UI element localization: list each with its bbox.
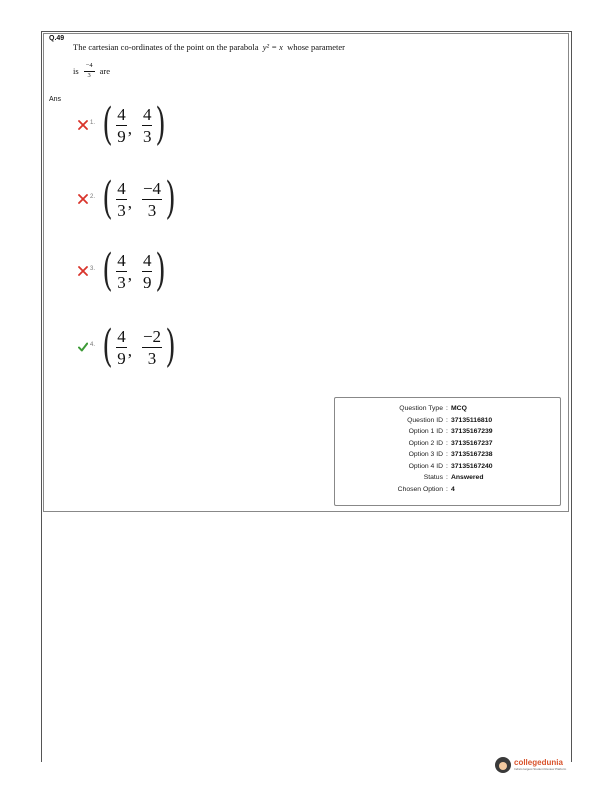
meta-value: Answered	[451, 474, 484, 481]
numerator: −4	[142, 178, 162, 198]
meta-value: 4	[451, 485, 455, 493]
parameter-fraction	[84, 63, 95, 79]
numerator: 4	[142, 250, 152, 270]
fraction-y	[142, 328, 162, 367]
left-paren: (	[102, 321, 113, 372]
meta-label: Question Type	[399, 405, 443, 412]
parameter-numerator: −4	[84, 63, 95, 72]
comma: ,	[127, 341, 132, 360]
cross-icon	[78, 120, 88, 130]
right-paren: )	[155, 245, 167, 296]
meta-value: 37135167237	[451, 439, 493, 447]
logo-brand: collegedunia	[514, 758, 563, 767]
meta-row-chosen-option	[341, 486, 455, 493]
checkmark-icon	[78, 342, 88, 352]
meta-separator: :	[446, 474, 448, 481]
meta-value: MCQ	[451, 405, 467, 412]
denominator: 3	[117, 200, 126, 220]
meta-separator: :	[446, 405, 448, 412]
question-equation: y² = x	[262, 42, 283, 52]
meta-separator: :	[446, 485, 448, 493]
meta-label: Chosen Option	[397, 485, 443, 493]
answer-label: Ans	[49, 96, 62, 103]
meta-label: Option 4 ID	[408, 462, 443, 470]
numerator: 4	[117, 326, 126, 346]
meta-row-option-4-id	[341, 463, 493, 470]
meta-separator: :	[446, 416, 448, 424]
meta-separator: :	[446, 451, 448, 458]
numerator: 4	[142, 104, 152, 124]
option-2[interactable]	[78, 173, 179, 224]
comma: ,	[127, 119, 132, 138]
fraction-x	[116, 180, 127, 219]
option-index: 2.	[90, 194, 96, 200]
numerator: −2	[142, 326, 162, 346]
numerator: 4	[117, 178, 126, 198]
meta-separator: :	[446, 428, 448, 435]
denominator: 3	[147, 348, 157, 368]
logo-tagline: India's largest Student Review Platform	[514, 767, 567, 771]
right-paren: )	[155, 99, 167, 150]
question-metadata-box	[334, 397, 561, 506]
logo-mascot-icon	[495, 757, 511, 773]
fraction-y	[142, 252, 153, 291]
meta-row-question-type	[341, 405, 467, 412]
meta-row-option-1-id	[341, 428, 493, 435]
numerator: 4	[117, 104, 126, 124]
meta-label: Status	[423, 474, 443, 481]
option-index: 3.	[90, 266, 96, 272]
denominator: 9	[117, 348, 126, 368]
meta-value: 37135167238	[451, 451, 493, 458]
question-line-2	[73, 63, 110, 79]
is-text: is	[73, 66, 79, 76]
meta-row-option-3-id	[341, 451, 493, 458]
left-paren: (	[102, 99, 113, 150]
right-paren: )	[165, 173, 176, 224]
comma: ,	[127, 193, 132, 212]
meta-value: 37135116810	[451, 416, 493, 424]
logo-text	[514, 759, 566, 771]
question-number: Q.49	[49, 35, 65, 42]
meta-separator: :	[446, 439, 448, 447]
fraction-x	[116, 328, 127, 367]
meta-label: Option 3 ID	[408, 451, 443, 458]
meta-row-question-id	[341, 417, 492, 424]
meta-label: Option 2 ID	[408, 439, 443, 447]
option-1[interactable]	[78, 99, 170, 150]
meta-label: Question ID	[407, 416, 443, 424]
denominator: 9	[142, 272, 152, 292]
are-text: are	[99, 66, 110, 76]
fraction-x	[116, 252, 127, 291]
question-text-before: The cartesian co-ordinates of the point on the parabola	[73, 42, 259, 52]
fraction-x	[116, 106, 127, 145]
fraction-y	[142, 106, 153, 145]
denominator: 3	[117, 272, 126, 292]
option-index: 4.	[90, 342, 96, 348]
question-text-after: whose parameter	[287, 42, 345, 52]
cross-icon	[78, 266, 88, 276]
denominator: 3	[142, 126, 152, 146]
comma: ,	[127, 265, 132, 284]
cross-icon	[78, 194, 88, 204]
meta-row-option-2-id	[341, 440, 493, 447]
fraction-y	[142, 180, 162, 219]
denominator: 3	[147, 200, 157, 220]
meta-row-status	[341, 474, 483, 481]
numerator: 4	[117, 250, 126, 270]
meta-label: Option 1 ID	[408, 428, 443, 435]
collegedunia-logo[interactable]	[495, 757, 566, 773]
meta-separator: :	[446, 462, 448, 470]
denominator: 9	[117, 126, 126, 146]
parameter-denominator: 3	[87, 71, 91, 79]
option-3[interactable]	[78, 245, 170, 296]
right-paren: )	[165, 321, 176, 372]
meta-value: 37135167239	[451, 428, 493, 435]
question-text	[73, 42, 345, 52]
left-paren: (	[102, 245, 113, 296]
meta-value: 37135167240	[451, 462, 493, 470]
option-4[interactable]	[78, 321, 179, 372]
option-index: 1.	[90, 120, 96, 126]
left-paren: (	[102, 173, 113, 224]
